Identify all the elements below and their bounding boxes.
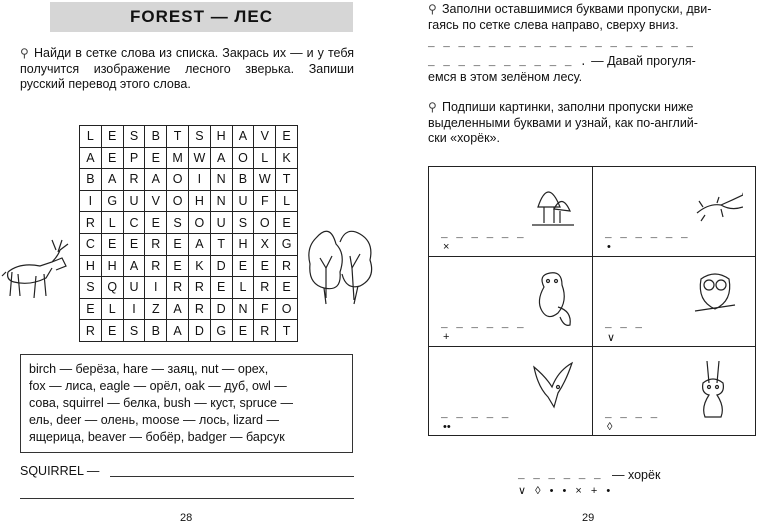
grid-row bbox=[80, 169, 298, 191]
grid-cell[interactable]: B bbox=[145, 320, 167, 342]
answer-blanks[interactable]: _ _ _ bbox=[605, 319, 644, 331]
grid-cell[interactable]: L bbox=[101, 212, 123, 234]
grid-cell[interactable]: W bbox=[254, 169, 276, 191]
word-list-line: ель, deer — олень, moose — лось, lizard — bbox=[29, 413, 279, 427]
grid-cell[interactable]: U bbox=[232, 190, 254, 212]
grid-cell[interactable]: E bbox=[276, 126, 298, 148]
answer-blanks[interactable]: _ _ _ _ _ bbox=[441, 409, 510, 421]
grid-cell[interactable]: S bbox=[123, 126, 145, 148]
grid-cell[interactable]: N bbox=[210, 190, 232, 212]
grid-cell[interactable]: S bbox=[167, 212, 189, 234]
letter-marker: • bbox=[607, 241, 611, 253]
bush-icon bbox=[302, 208, 378, 306]
grid-cell[interactable]: A bbox=[145, 169, 167, 191]
grid-row bbox=[80, 190, 298, 212]
grid-cell[interactable]: Q bbox=[101, 277, 123, 299]
picture-cell bbox=[592, 166, 756, 257]
grid-cell[interactable]: O bbox=[232, 147, 254, 169]
grid-cell[interactable]: P bbox=[123, 147, 145, 169]
grid-cell[interactable]: R bbox=[188, 298, 210, 320]
grid-cell[interactable]: T bbox=[276, 320, 298, 342]
grid-cell[interactable]: R bbox=[145, 233, 167, 255]
answer-blanks[interactable]: _ _ _ _ _ _ bbox=[605, 229, 689, 241]
grid-cell[interactable]: B bbox=[145, 126, 167, 148]
grid-cell[interactable]: L bbox=[254, 147, 276, 169]
grid-cell[interactable]: W bbox=[188, 147, 210, 169]
answer-blanks[interactable]: _ _ _ _ bbox=[605, 409, 659, 421]
grid-row bbox=[80, 147, 298, 169]
grid-cell[interactable]: T bbox=[276, 169, 298, 191]
instruction-text: Найди в сетке слова из списка. Закрась их — и у тебя получится изображение лесного зверька. Запиши русский перевод этого слова. bbox=[20, 46, 354, 92]
grid-cell[interactable]: A bbox=[210, 147, 232, 169]
grid-cell[interactable]: O bbox=[276, 298, 298, 320]
word-list-line: fox — лиса, eagle — орёл, oak — дуб, owl — bbox=[29, 379, 287, 393]
answer-blanks[interactable]: _ _ _ _ _ _ bbox=[441, 229, 525, 241]
grid-cell[interactable]: A bbox=[101, 169, 123, 191]
grid-row bbox=[80, 233, 298, 255]
instruction-line: Заполни оставшимися буквами пропуски, дви- bbox=[442, 2, 712, 16]
grid-cell[interactable]: T bbox=[210, 233, 232, 255]
instruction-line: гаясь по сетке слева направо, сверху вниз. bbox=[428, 17, 679, 32]
instruction-line: Подпиши картинки, заполни пропуски ниже bbox=[442, 100, 694, 114]
grid-cell[interactable]: R bbox=[254, 320, 276, 342]
word-list-box bbox=[20, 354, 353, 453]
final-markers: ∨ ◊ • • × + • bbox=[518, 485, 614, 497]
grid-cell[interactable]: E bbox=[210, 277, 232, 299]
instruction-find-words bbox=[20, 46, 354, 93]
grid-cell[interactable]: I bbox=[123, 298, 145, 320]
grid-cell[interactable]: E bbox=[276, 277, 298, 299]
grid-cell[interactable]: A bbox=[80, 147, 102, 169]
grid-cell[interactable]: C bbox=[123, 212, 145, 234]
grid-cell[interactable]: L bbox=[232, 277, 254, 299]
grid-cell[interactable]: E bbox=[254, 255, 276, 277]
grid-cell[interactable]: O bbox=[167, 190, 189, 212]
grid-cell[interactable]: D bbox=[188, 320, 210, 342]
picture-cell bbox=[428, 256, 593, 347]
blanks-row-2 bbox=[428, 54, 758, 69]
instruction-fill-letters bbox=[428, 2, 750, 33]
letter-marker: + bbox=[443, 331, 450, 343]
sentence-line-2: емся в этом зелёном лесу. bbox=[428, 70, 583, 84]
word-search-grid bbox=[79, 125, 298, 342]
beaver-icon bbox=[528, 267, 580, 331]
grid-cell[interactable]: S bbox=[80, 277, 102, 299]
grid-cell[interactable]: Z bbox=[145, 298, 167, 320]
grid-cell[interactable]: E bbox=[232, 320, 254, 342]
grid-cell[interactable]: O bbox=[254, 212, 276, 234]
grid-cell[interactable]: E bbox=[145, 212, 167, 234]
owl-icon bbox=[691, 267, 743, 331]
grid-cell[interactable]: N bbox=[232, 298, 254, 320]
grid-cell[interactable]: S bbox=[123, 320, 145, 342]
grid-cell[interactable]: E bbox=[123, 233, 145, 255]
answer-label: SQUIRREL — bbox=[20, 464, 100, 478]
grid-cell[interactable]: E bbox=[80, 298, 102, 320]
grid-cell[interactable]: D bbox=[210, 255, 232, 277]
grid-cell[interactable]: S bbox=[188, 126, 210, 148]
grid-row bbox=[80, 255, 298, 277]
grid-cell[interactable]: I bbox=[80, 190, 102, 212]
instruction-sign-pictures bbox=[428, 100, 752, 147]
grid-cell[interactable]: H bbox=[188, 190, 210, 212]
grid-row bbox=[80, 298, 298, 320]
word-list-line: ящерица, beaver — бобёр, badger — барсук bbox=[29, 430, 285, 444]
grid-cell[interactable]: L bbox=[101, 298, 123, 320]
grid-cell[interactable]: B bbox=[232, 169, 254, 191]
grid-cell[interactable]: L bbox=[80, 126, 102, 148]
grid-cell[interactable]: I bbox=[188, 169, 210, 191]
grid-row bbox=[80, 277, 298, 299]
final-blanks: _ _ _ _ _ _ bbox=[518, 470, 602, 482]
grid-cell[interactable]: V bbox=[145, 190, 167, 212]
grid-cell[interactable]: E bbox=[167, 255, 189, 277]
letter-marker: × bbox=[443, 241, 450, 253]
grid-cell[interactable]: G bbox=[101, 190, 123, 212]
grid-cell[interactable]: R bbox=[123, 169, 145, 191]
grid-cell[interactable]: E bbox=[101, 126, 123, 148]
grid-cell[interactable]: X bbox=[254, 233, 276, 255]
blanks-row-1: _ _ _ _ _ _ _ _ _ _ _ _ _ _ _ _ _ _ bbox=[428, 38, 695, 50]
grid-cell[interactable]: E bbox=[145, 147, 167, 169]
grid-cell[interactable]: R bbox=[188, 277, 210, 299]
pushpin-icon: ⚲ bbox=[428, 2, 437, 16]
answer-blanks[interactable]: _ _ _ _ _ _ bbox=[441, 319, 525, 331]
grid-cell[interactable]: U bbox=[123, 190, 145, 212]
grid-cell[interactable]: A bbox=[123, 255, 145, 277]
picture-cell bbox=[592, 346, 756, 436]
instruction-line: ски «хорёк». bbox=[428, 131, 500, 146]
grid-row bbox=[80, 126, 298, 148]
answer-line bbox=[110, 476, 354, 477]
word-list-line: сова, squirrel — белка, bush — куст, spruce — bbox=[29, 396, 293, 410]
grid-cell[interactable]: F bbox=[254, 190, 276, 212]
grid-cell[interactable]: D bbox=[210, 298, 232, 320]
grid-cell[interactable]: G bbox=[276, 233, 298, 255]
word-list-line: birch — берёза, hare — заяц, nut — орех, bbox=[29, 362, 269, 376]
grid-cell[interactable]: B bbox=[80, 169, 102, 191]
grid-cell[interactable]: R bbox=[80, 212, 102, 234]
instruction-line: выделенными буквами и узнай, как по-англий- bbox=[428, 115, 698, 130]
moose-icon bbox=[0, 232, 72, 308]
grid-cell[interactable]: T bbox=[167, 126, 189, 148]
grid-cell[interactable]: H bbox=[80, 255, 102, 277]
grid-row bbox=[80, 320, 298, 342]
grid-cell[interactable]: A bbox=[188, 233, 210, 255]
grid-cell[interactable]: R bbox=[167, 277, 189, 299]
grid-cell[interactable]: E bbox=[101, 147, 123, 169]
grid-cell[interactable]: C bbox=[80, 233, 102, 255]
blanks: _ _ _ _ _ _ _ _ _ _ . bbox=[428, 57, 588, 69]
lizard-icon bbox=[691, 177, 743, 241]
grid-cell[interactable]: K bbox=[188, 255, 210, 277]
grid-cell[interactable]: U bbox=[210, 212, 232, 234]
grid-cell[interactable]: K bbox=[276, 147, 298, 169]
grid-cell[interactable]: R bbox=[254, 277, 276, 299]
answer-line-2 bbox=[20, 498, 354, 499]
grid-cell[interactable]: H bbox=[101, 255, 123, 277]
letter-marker: ◊ bbox=[607, 421, 613, 433]
grid-cell[interactable]: R bbox=[80, 320, 102, 342]
grid-cell[interactable]: R bbox=[145, 255, 167, 277]
sentence-end: — Давай прогуля- bbox=[591, 54, 696, 68]
grid-cell[interactable]: F bbox=[254, 298, 276, 320]
grid-cell[interactable]: E bbox=[276, 212, 298, 234]
page-number-right: 29 bbox=[582, 512, 595, 524]
pushpin-icon: ⚲ bbox=[428, 100, 437, 114]
grid-cell[interactable]: A bbox=[167, 298, 189, 320]
grid-cell[interactable]: O bbox=[188, 212, 210, 234]
mushrooms-icon bbox=[528, 177, 580, 241]
grid-cell[interactable]: G bbox=[210, 320, 232, 342]
grid-cell[interactable]: E bbox=[101, 233, 123, 255]
pushpin-icon: ⚲ bbox=[20, 46, 29, 60]
page-number-left: 28 bbox=[180, 512, 193, 524]
grid-cell[interactable]: N bbox=[210, 169, 232, 191]
letter-marker: ∨ bbox=[607, 332, 616, 344]
final-word: — хорёк bbox=[612, 468, 661, 482]
page-title: FOREST — ЛЕС bbox=[50, 2, 353, 32]
grid-cell[interactable]: O bbox=[167, 169, 189, 191]
grid-cell[interactable]: E bbox=[232, 255, 254, 277]
grid-cell[interactable]: R bbox=[276, 255, 298, 277]
picture-grid bbox=[428, 166, 756, 436]
picture-cell bbox=[428, 346, 593, 436]
grid-cell[interactable]: M bbox=[167, 147, 189, 169]
grid-cell[interactable]: A bbox=[232, 126, 254, 148]
grid-cell[interactable]: L bbox=[276, 190, 298, 212]
grid-cell[interactable]: A bbox=[167, 320, 189, 342]
picture-cell bbox=[592, 256, 756, 347]
hare-icon bbox=[691, 357, 743, 421]
grid-cell[interactable]: H bbox=[232, 233, 254, 255]
grid-row bbox=[80, 212, 298, 234]
grid-cell[interactable]: S bbox=[232, 212, 254, 234]
grid-cell[interactable]: H bbox=[210, 126, 232, 148]
grid-cell[interactable]: E bbox=[167, 233, 189, 255]
picture-cell bbox=[428, 166, 593, 257]
grid-cell[interactable]: I bbox=[145, 277, 167, 299]
grid-cell[interactable]: U bbox=[123, 277, 145, 299]
grid-cell[interactable]: V bbox=[254, 126, 276, 148]
grid-cell[interactable]: E bbox=[101, 320, 123, 342]
eagle-icon bbox=[528, 357, 580, 421]
letter-marker: •• bbox=[443, 421, 451, 433]
